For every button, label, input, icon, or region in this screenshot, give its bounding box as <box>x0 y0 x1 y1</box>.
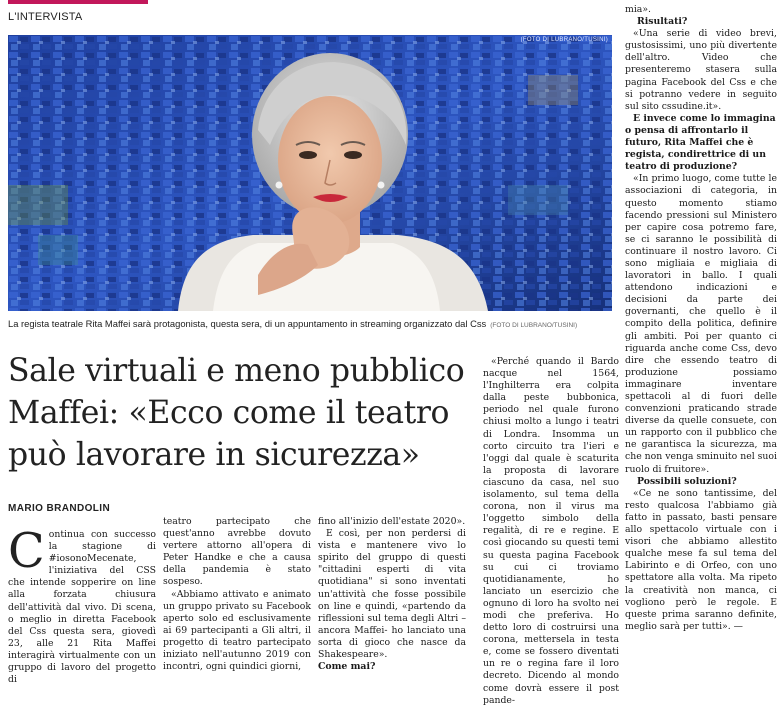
article-text: «Una serie di video brevi, gustosissimi, uno più divertente dell'altro. Video che presenteremo stasera sulla pagina Facebook del Css e che si potranno vedere in seguito sul sito cssudine.it». <box>625 28 777 112</box>
photo-caption <box>8 318 612 329</box>
interview-question: Risultati? <box>637 16 688 28</box>
interview-question: Come mai? <box>318 661 376 673</box>
article-column-3 <box>318 516 466 673</box>
article-column-5 <box>625 4 777 633</box>
article-text: teatro partecipato che quest'anno avrebbe dovuto vertere attorno all'opera di Peter Handke e che a causa della pandemia è stato sospeso. <box>163 516 311 588</box>
section-label: L'INTERVISTA <box>8 11 83 23</box>
article-text: «In primo luogo, come tutte le associazioni di categoria, in questo momento stiamo facendo pressioni sul Ministero per capire cosa potremo fare, se ci saranno le possibilità di continuare il nostro lavoro. Ci sono migliaia e migliaia di lavoratori in ballo. I quali attendono indicazioni e decisioni da parte dei governanti, che quello è il compito della politica, definire gli ambiti. Poi per quanto ci riguarda anche come Css, devo dire che essendo teatro di produzione possiamo immaginare inventare spettacoli al di fuori delle convenzioni praticando strade diverse da quelle consuete, con un rapporto con il pubblico che ne garantisca la sicurezza, ma che non venga sminuito nel suoi ruolo di fruitore». <box>625 173 777 475</box>
caption-text: La regista teatrale Rita Maffei sarà protagonista, questa sera, di un appuntamento in streaming organizzato dal Css <box>8 318 487 329</box>
headline <box>8 350 478 476</box>
caption-credit: (FOTO DI LUBRANO/TUSINI) <box>490 322 578 329</box>
article-text: ontinua con successo la stagione di #iosonoMecenate, l'iniziativa del CSS che intende sopperire on line alla forzata chiusura dell'attività dal vivo. Di scena, o meglio in diretta Facebook del Css questa sera, giovedì 23, alle 21 Rita Maffei interagirà virtualmente con un gruppo di lavoro del progetto di <box>8 529 156 686</box>
headline-line-1: Sale virtuali e meno pubblico <box>8 353 465 389</box>
article-column-4 <box>483 356 619 707</box>
interview-question: Possibili soluzioni? <box>637 475 737 487</box>
article-text: E così, per non perdersi di vista e mantenere vivo lo spirito del gruppo di questi "cittadini esperti di vita quotidiana" si sono inventati un'attività che fosse possibile on line e quindi, «partendo da riflessioni sul tema degli Altri – ancora Maffei- ho lanciato una sorta di gioco che nasce da Shakespeare». <box>318 528 466 661</box>
photo-credit: (FOTO DI LUBRANO/TUSINI) <box>520 37 608 43</box>
headline-line-2: Maffei: «Ecco come il teatro <box>8 395 450 431</box>
article-column-2 <box>163 516 311 673</box>
article-text: «Perché quando il Bardo nacque nel 1564, l'Inghilterra era colpita dalla peste bubbonica, periodo nel quale furono chiusi molto a lungo i teatri di Londra. Insomma un corto circuito tra l'ieri e l'oggi dal quale è scaturita la proposta di lavorare ciascuno da casa, nel suo isolamento, sul tema della corona, non il virus ma l'oggetto simbolo della regalità, di re e regine. E così giocando su questi temi su questa pagina Facebook su cui ci troviamo quotidianamente, ho lanciato un esercizio che ognuno di loro ha svolto nei modi che preferiva. Ho detto loro di costruirsi una corona, mettersela in testa e, come se fossero diventati un re o regina fare il loro decreto. Dicendo al mondo come dovrà essere il post pande- <box>483 356 619 706</box>
article-text: «Ce ne sono tantissime, del resto qualcosa l'abbiamo già fatto in passato, basti pensare allo spettacolo virtuale con i visori che abbiamo allestito qualche mese fa sul tema del Labirinto e di Orfeo, con uno spettatore alla volta. Ma ripeto la creatività non manca, ci vogliono però le regole. E queste prima saranno definite, meglio sarà per tutti». — <box>625 487 777 632</box>
article-text: mia». <box>625 4 651 15</box>
portrait-photo-icon <box>8 35 612 311</box>
article-text: «Abbiamo attivato e animato un gruppo privato su Facebook aperto solo ed esclusivamente ai 69 partecipanti a Gli altri, il progetto di teatro partecipato iniziato nell'autunno 2019 con incontri, ogni quindici giorni, <box>163 588 311 673</box>
article-column-1 <box>8 523 156 686</box>
byline: MARIO BRANDOLIN <box>8 503 111 514</box>
article-photo <box>8 35 612 311</box>
drop-cap: C <box>8 523 45 579</box>
interview-question: E invece come lo immagina o pensa di affrontarlo il futuro, Rita Maffei che è regista, condirettrice di un teatro di produzione? <box>625 112 776 173</box>
section-color-bar <box>8 0 148 4</box>
headline-line-3: può lavorare in sicurezza» <box>8 437 420 473</box>
article-text: fino all'inizio dell'estate 2020». <box>318 516 466 527</box>
